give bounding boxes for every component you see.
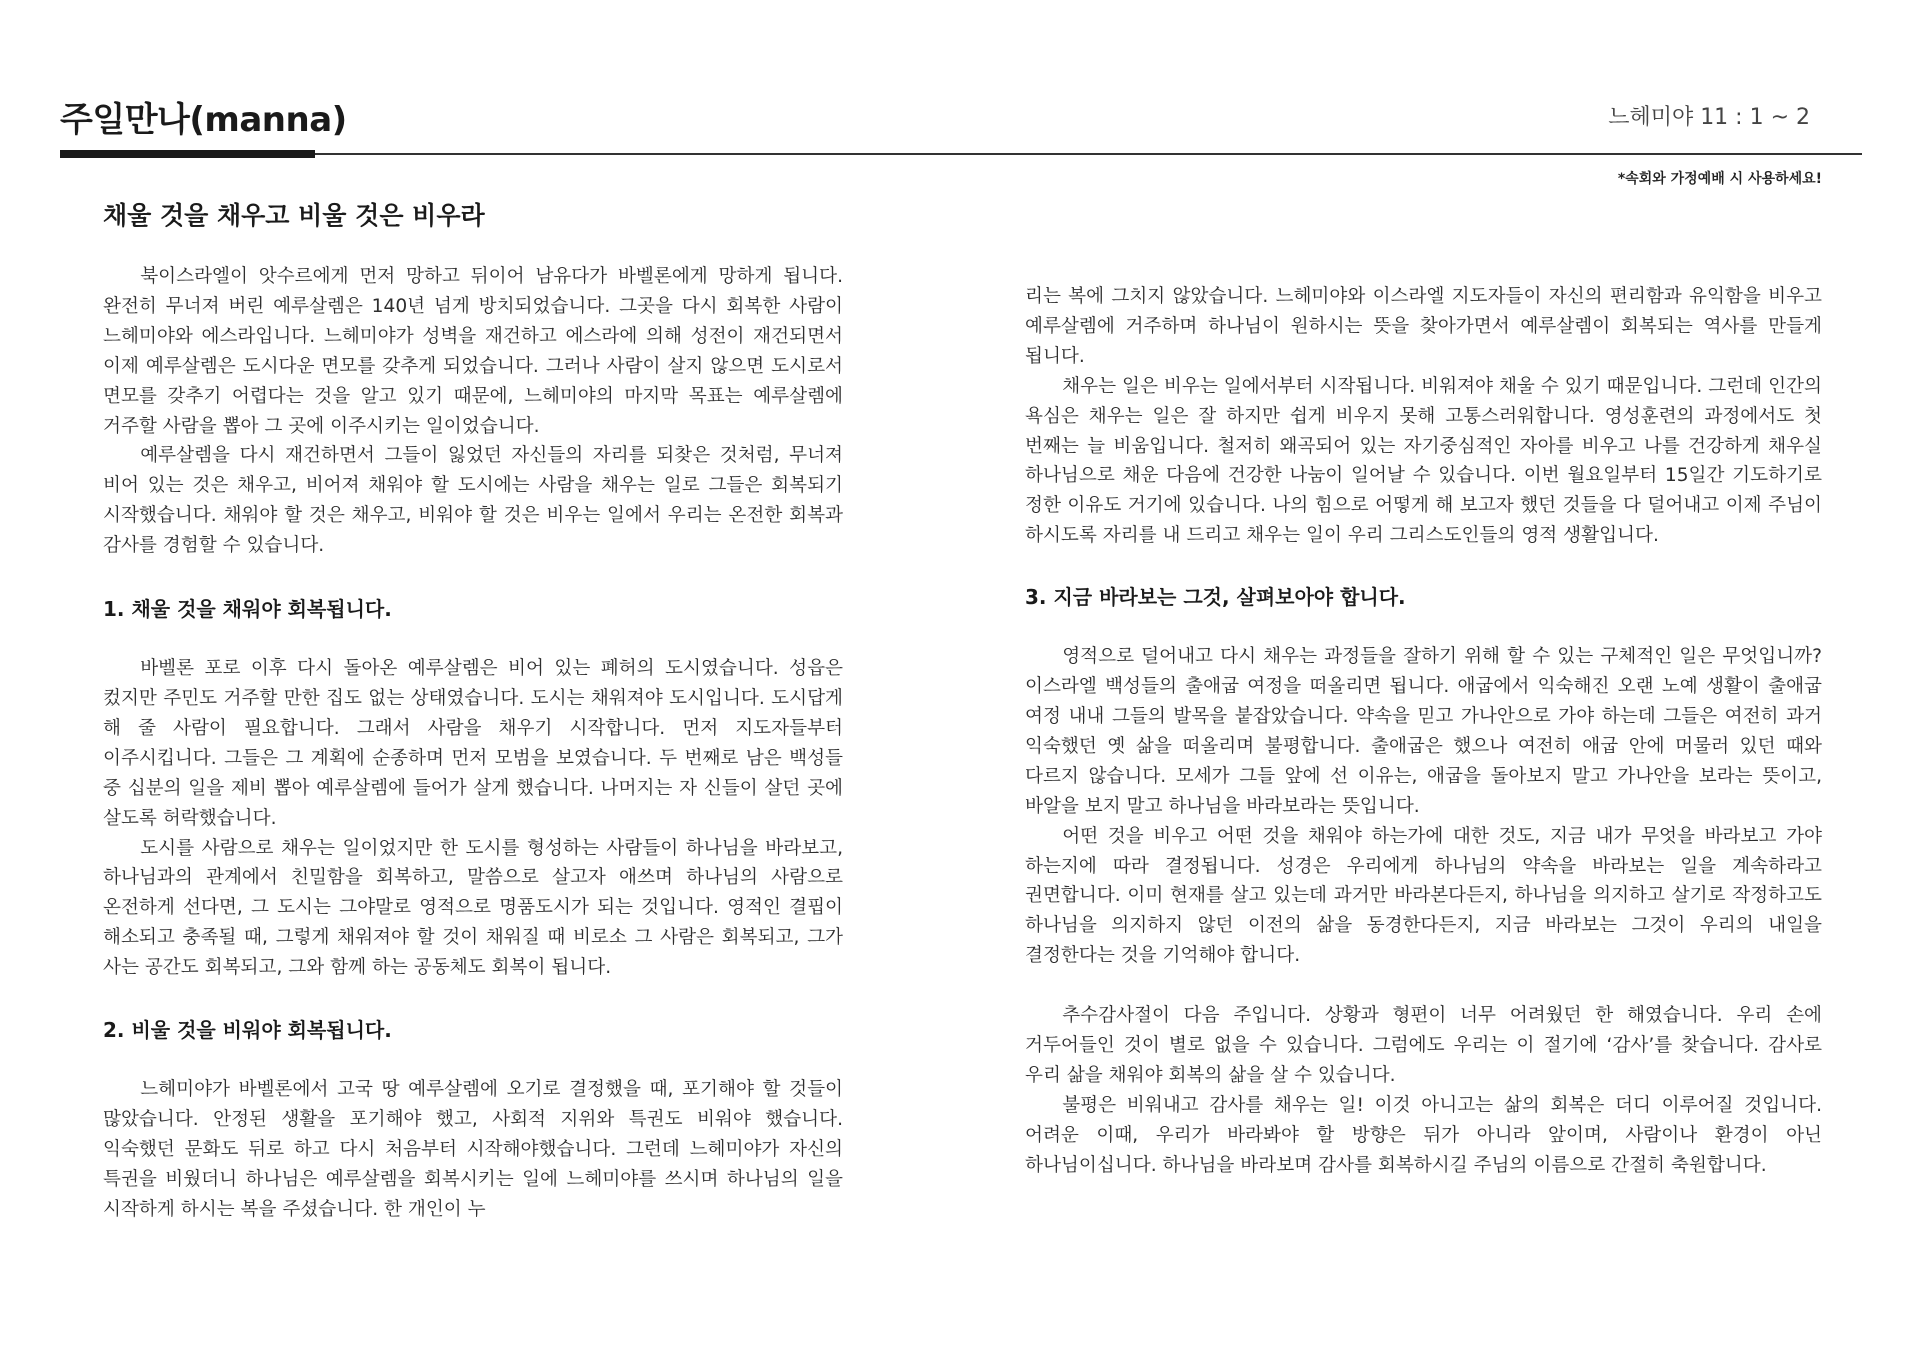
section-1-paragraph-1: 바벨론 포로 이후 다시 돌아온 예루살렘은 비어 있는 폐허의 도시였습니다. 성읍은 컸지만 주민도 거주할 만한 집도 없는 상태였습니다. 도시는 채워져야 도시입니다. 도시답게 해 줄 사람이 필요합니다. 그래서 사람을 채우기 시작합니다. 먼저 지도자들부터 이주시킵니다. 그들은 그 계획에 순종하며 먼저 모범을 보였습니다. 두 번째로 남은 백성들 중 십분의 일을 제비 뽑아 예루살렘에 들어가 살게 했습니다. 나머지는 자 신들이 살던 곳에 살도록 허락했습니다. — [103, 658, 843, 829]
section-3-heading: 3. 지금 바라보는 그것, 살펴보아야 합니다. — [1025, 585, 1406, 610]
section-3-paragraph-1: 영적으로 덜어내고 다시 채우는 과정들을 잘하기 위해 할 수 있는 구체적인 일은 무엇입니까? 이스라엘 백성들의 출애굽 여정을 떠올리면 됩니다. 애굽에서 익숙해진 오랜 노예 생활이 출애굽 여정 내내 그들의 발목을 붙잡았습니다. 약속을 믿고 가나안으로 가야 하는데 그들은 여전히 과거 익숙했던 옛 삶을 떠올리며 불평합니다. 출애굽은 했으나 여전히 애굽 안에 머물러 있던 때와 다르지 않습니다. 모세가 그들 앞에 선 이유는, 애굽을 돌아보지 말고 가나안을 보라는 뜻이고, 바알을 보지 말고 하나님을 바라보라는 뜻입니다. — [1025, 646, 1822, 817]
usage-note: *속회와 가정예배 시 사용하세요! — [1617, 171, 1822, 187]
closing-paragraph-2: 불평은 비워내고 감사를 채우는 일! 이것 아니고는 삶의 회복은 더디 이루어질 것입니다. 어려운 이때, 우리가 바라봐야 할 방향은 뒤가 아니라 앞이며, 사람이나 환경이 아닌 하나님이십니다. 하나님을 바라보며 감사를 회복하시길 주님의 이름으로 간절히 축원합니다. — [1025, 1094, 1822, 1176]
right-column — [1025, 282, 1822, 1181]
section-1-paragraph-2: 도시를 사람으로 채우는 일이었지만 한 도시를 형성하는 사람들이 하나님을 바라보고, 하나님과의 관계에서 친밀함을 회복하고, 말씀으로 살고자 애쓰며 하나님의 사람으로 온전하게 선다면, 그 도시는 그야말로 영적으로 명품도시가 되는 것입니다. 영적인 결핍이 해소되고 충족될 때, 그렇게 채워져야 할 것이 채워질 때 비로소 그 사람은 회복되고, 그가 사는 공간도 회복되고, 그와 함께 하는 공동체도 회복이 됩니다. — [103, 837, 843, 979]
sermon-title: 채울 것을 채우고 비울 것은 비우라 — [103, 201, 485, 230]
left-column — [103, 196, 843, 1225]
intro-paragraph-2: 예루살렘을 다시 재건하면서 그들이 잃었던 자신들의 자리를 되찾은 것처럼, 무너져 비어 있는 것은 채우고, 비어져 채워야 할 도시에는 사람을 채우는 일로 그들은 회복되기 시작했습니다. 채워야 할 것은 채우고, 비워야 할 것은 비우는 일에서 우리는 온전한 회복과 감사를 경험할 수 있습니다. — [103, 445, 843, 557]
continuation-paragraph: 리는 복에 그치지 않았습니다. 느헤미야와 이스라엘 지도자들이 자신의 편리함과 유익함을 비우고 예루살렘에 거주하며 하나님이 원하시는 뜻을 찾아가면서 예루살렘이 회복되는 역사를 만들게 됩니다. — [1025, 286, 1822, 367]
closing-paragraph-1: 추수감사절이 다음 주입니다. 상황과 형편이 너무 어려웠던 한 해였습니다. 우리 손에 거두어들인 것이 별로 없을 수 있습니다. 그럼에도 우리는 이 절기에 ‘감사’를 찾습니다. 감사로 우리 삶을 채워야 회복의 삶을 살 수 있습니다. — [1025, 1005, 1822, 1086]
section-2-heading: 2. 비울 것을 비워야 회복됩니다. — [103, 1018, 392, 1043]
bulletin-title: 주일만나(manna) — [60, 100, 347, 140]
header-rule — [315, 153, 1862, 155]
emptying-paragraph: 채우는 일은 비우는 일에서부터 시작됩니다. 비워져야 채울 수 있기 때문입니다. 그런데 인간의 욕심은 채우는 일은 잘 하지만 쉽게 비우지 못해 고통스러워합니다. 영성훈련의 과정에서도 첫 번째는 늘 비움입니다. 철저히 왜곡되어 있는 자기중심적인 자아를 비우고 나를 건강하게 채우실 하나님으로 채운 다음에 건강한 나눔이 일어날 수 있습니다. 이번 월요일부터 15일간 기도하기로 정한 이유도 거기에 있습니다. 나의 힘으로 어떻게 해 보고자 했던 것들을 다 덜어내고 이제 주님이 하시도록 자리를 내 드리고 채우는 일이 우리 그리스도인들의 영적 생활입니다. — [1025, 375, 1822, 547]
section-1-heading: 1. 채울 것을 채워야 회복됩니다. — [103, 597, 392, 622]
title-underline-bar — [60, 150, 315, 158]
scripture-reference: 느헤미야 11 : 1 ~ 2 — [1608, 105, 1810, 130]
intro-paragraph-1: 북이스라엘이 앗수르에게 먼저 망하고 뒤이어 남유다가 바벨론에게 망하게 됩니다. 완전히 무너져 버린 예루살렘은 140년 넘게 방치되었습니다. 그곳을 다시 회복한 사람이 느헤미야와 에스라입니다. 느헤미야가 성벽을 재건하고 에스라에 의해 성전이 재건되면서 이제 예루살렘은 도시다운 면모를 갖추게 되었습니다. 그러나 사람이 살지 않으면 도시로서 면모를 갖추기 어렵다는 것을 알고 있기 때문에, 느헤미야의 마지막 목표는 예루살렘에 거주할 사람을 뽑아 그 곳에 이주시키는 일이었습니다. — [103, 266, 843, 437]
section-3-paragraph-2: 어떤 것을 비우고 어떤 것을 채워야 하는가에 대한 것도, 지금 내가 무엇을 바라보고 가야 하는지에 따라 결정됩니다. 성경은 우리에게 하나님의 약속을 바라보는 일을 계속하라고 권면합니다. 이미 현재를 살고 있는데 과거만 바라본다든지, 하나님을 의지하고 살기로 작정하고도 하나님을 의지하지 않던 이전의 삶을 동경한다든지, 지금 바라보는 그것이 우리의 내일을 결정한다는 것을 기억해야 합니다. — [1025, 825, 1822, 967]
section-2-paragraph-1: 느헤미야가 바벨론에서 고국 땅 예루살렘에 오기로 결정했을 때, 포기해야 할 것들이 많았습니다. 안정된 생활을 포기해야 했고, 사회적 지위와 특권도 비워야 했습니다. 익숙했던 문화도 뒤로 하고 다시 처음부터 시작해야했습니다. 그런데 느헤미야가 자신의 특권을 비웠더니 하나님은 예루살렘을 회복시키는 일에 느헤미야를 쓰시며 하나님의 일을 시작하게 하시는 복을 주셨습니다. 한 개인이 누 — [103, 1079, 843, 1220]
